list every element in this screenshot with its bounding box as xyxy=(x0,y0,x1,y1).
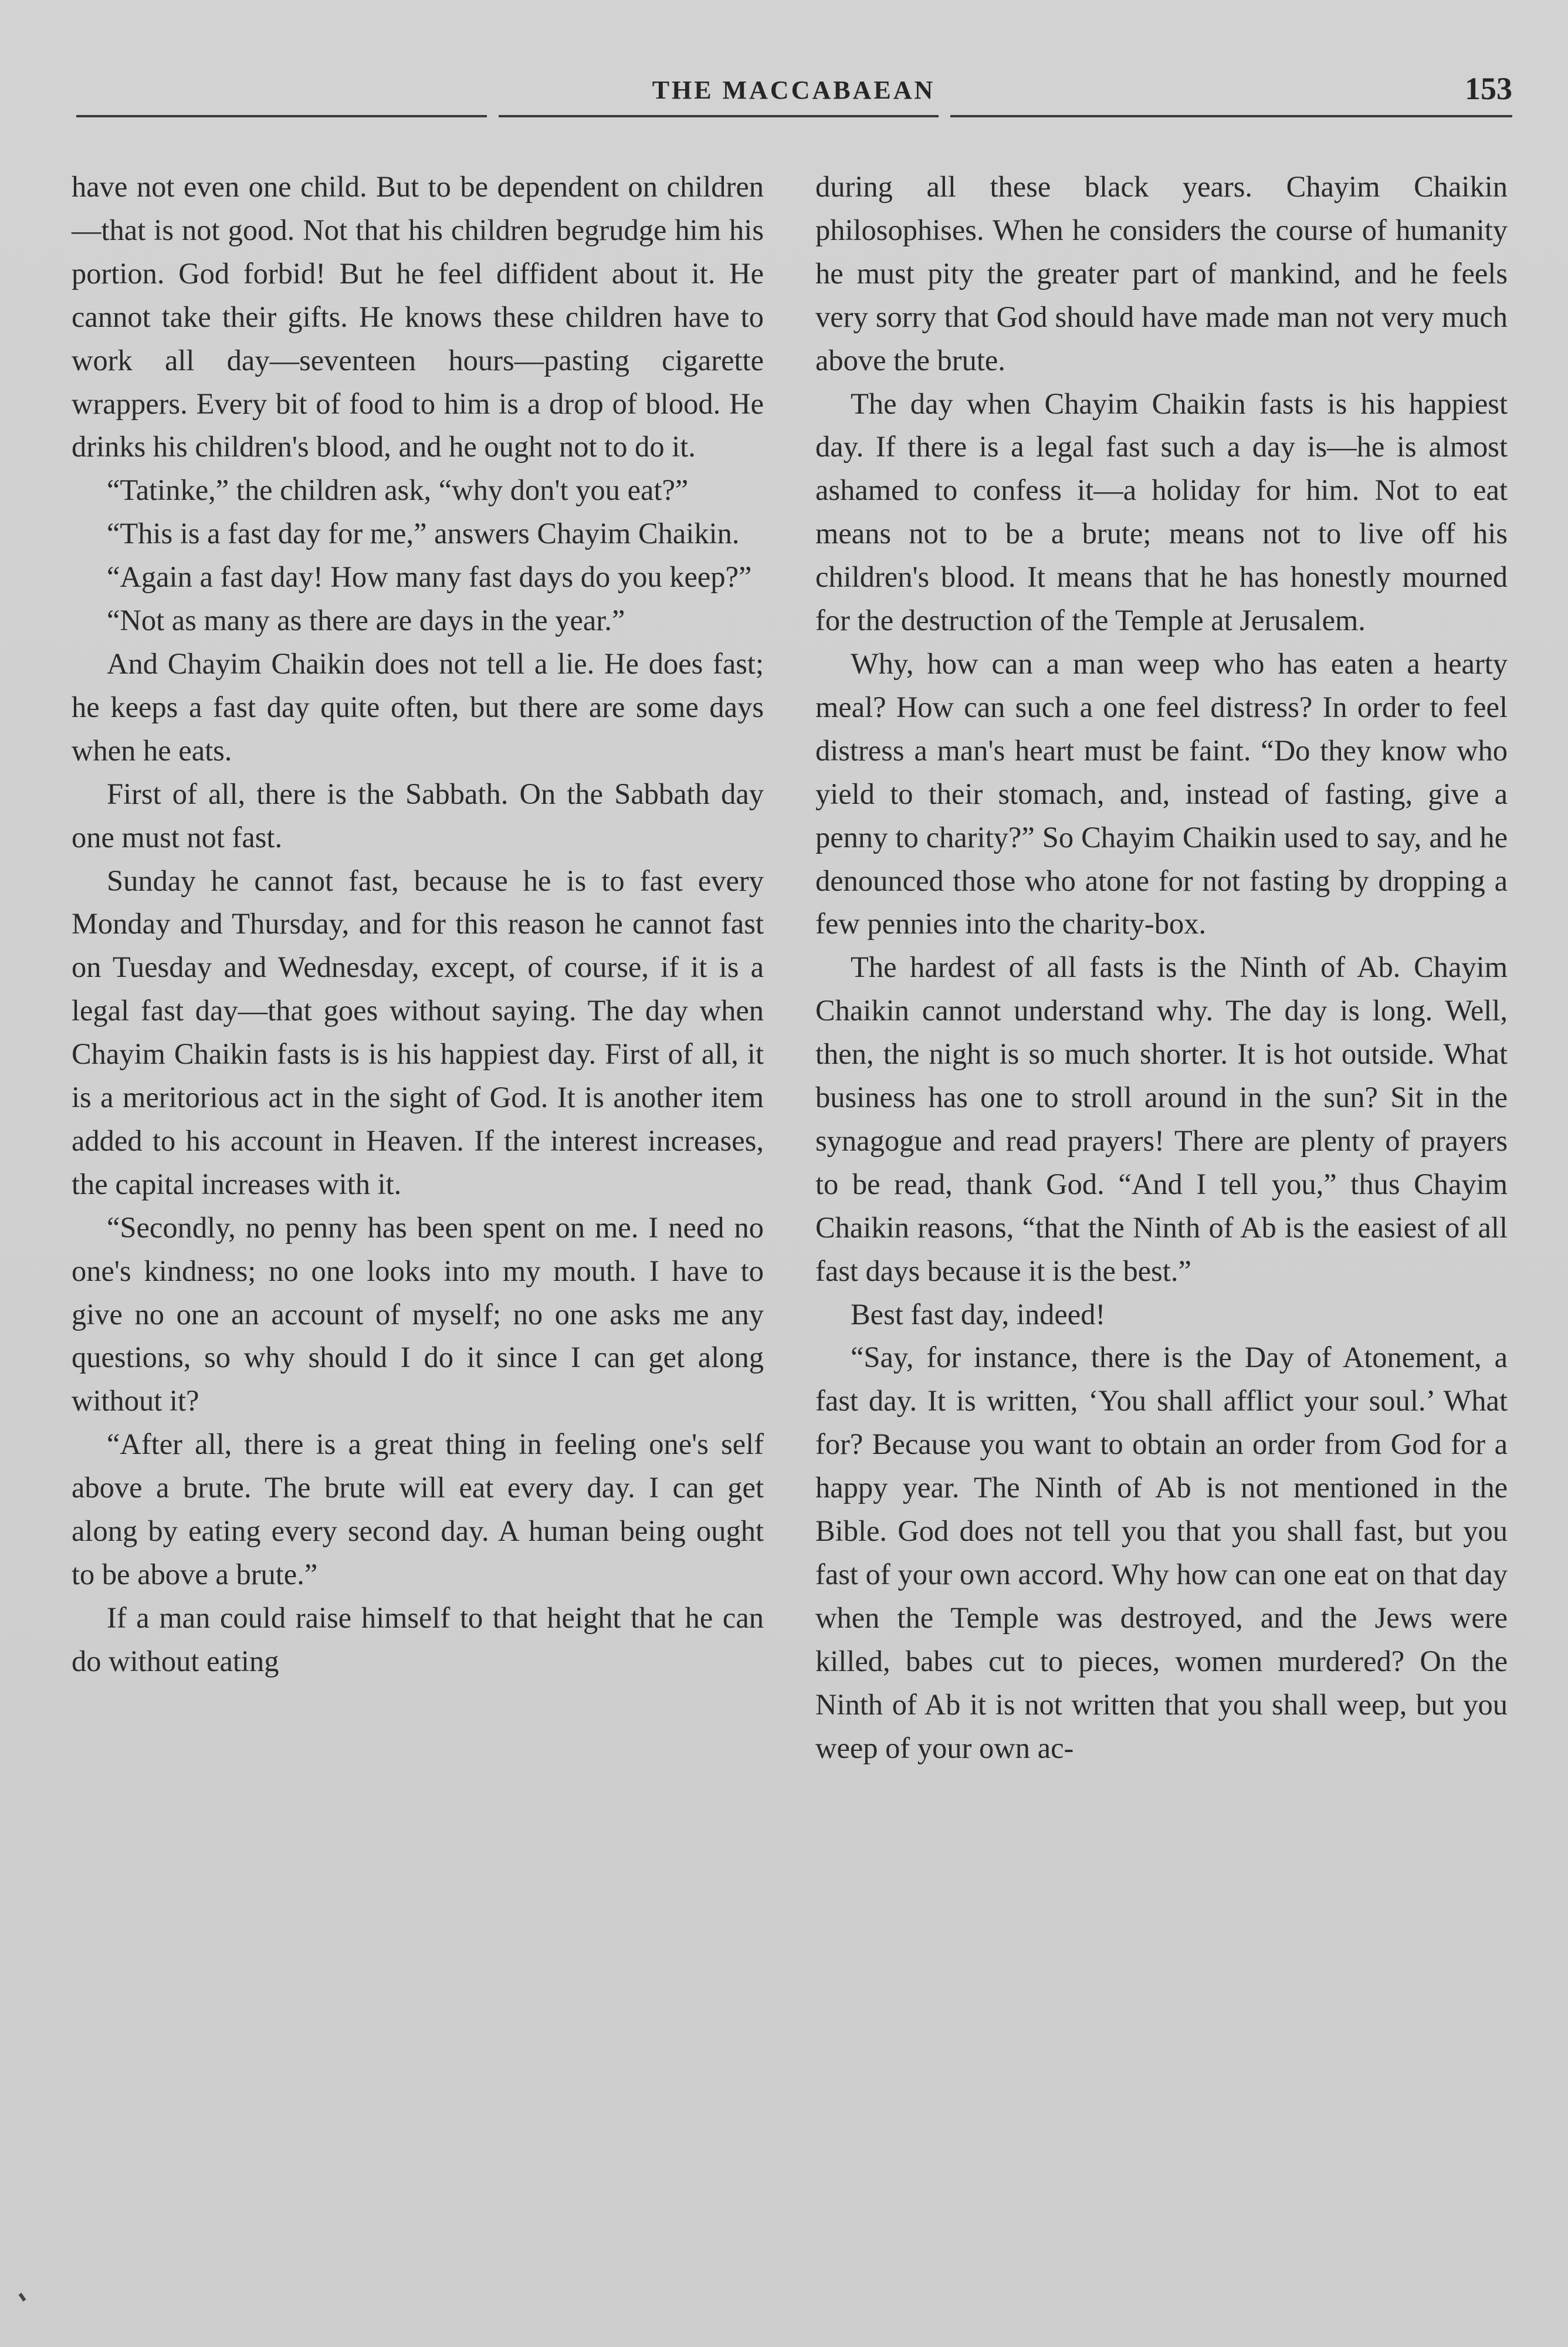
header-rule-left xyxy=(76,115,487,117)
paragraph: “After all, there is a great thing in feeling one's self above a brute. The brute will eat every day. I can get along by eating every second day. A human being ought to be above a brute.” xyxy=(72,1428,764,1591)
paragraph: Best fast day, indeed! xyxy=(851,1297,1106,1331)
paragraph: “This is a fast day for me,” answers Chayim Chaikin. xyxy=(107,517,740,550)
paragraph: have not even one child. But to be dependent on children—that is not good. Not that his children begrudge him his portion. God forbid! But he feel diffident about it. He cannot take their gifts. He knows these children have to work all day—seventeen hours—pasting cigarette wrappers. Every bit of food to him is a drop of blood. He drinks his children's blood, and he ought not to do it. xyxy=(72,170,764,464)
stray-mark xyxy=(19,2293,26,2302)
paragraph: If a man could raise himself to that height that he can do without eating xyxy=(72,1601,764,1678)
journal-title: THE MACCABAEAN xyxy=(652,76,936,104)
header-rule-middle xyxy=(499,115,939,117)
right-column xyxy=(815,165,1508,1770)
paragraph: The day when Chayim Chaikin fasts is his happiest day. If there is a legal fast such a day is—he is almost ashamed to confess it—a holiday for him. Not to eat means not to be a brute; means not to live off his children's blood. It means that he has honestly mourned for the destruction of the Temple at Jerusalem. xyxy=(815,387,1508,637)
paragraph: First of all, there is the Sabbath. On the Sabbath day one must not fast. xyxy=(72,777,764,854)
header-rule-right xyxy=(950,115,1512,117)
left-column xyxy=(72,165,764,1683)
paragraph: “Say, for instance, there is the Day of Atonement, a fast day. It is written, ‘You shall afflict your soul.’ What for? Because you want to obtain an order from God for a happy year. The Ninth of Ab is not mentioned in the Bible. God does not tell you that you shall fast, but you fast of your own accord. Why how can one eat on that day when the Temple was destroyed, and the Jews were killed, babes cut to pieces, women murdered? On the Ninth of Ab it is not written that you shall weep, but you weep of your own ac- xyxy=(815,1341,1508,1764)
paragraph: Why, how can a man weep who has eaten a hearty meal? How can such a one feel distress? In order to feel distress a man's heart must be faint. “Do they know who yield to their stomach, and, instead of fasting, give a penny to charity?” So Chayim Chaikin used to say, and he denounced those who atone for not fasting by dropping a few pennies into the charity-box. xyxy=(815,647,1508,941)
paragraph: And Chayim Chaikin does not tell a lie. He does fast; he keeps a fast day quite often, but there are some days when he eats. xyxy=(72,647,764,767)
paragraph: “Again a fast day! How many fast days do you keep?” xyxy=(107,560,752,594)
paragraph: The hardest of all fasts is the Ninth of Ab. Chayim Chaikin cannot understand why. The day is long. Well, then, the night is so much shorter. It is hot outside. What business has one to stroll around in the sun? Sit in the synagogue and read prayers! There are plenty of prayers to be read, thank God. “And I tell you,” thus Chayim Chaikin reasons, “that the Ninth of Ab is the easiest of all fast days because it is the best.” xyxy=(815,951,1508,1287)
paragraph: “Not as many as there are days in the year.” xyxy=(107,604,625,637)
paragraph: during all these black years. Chayim Chaikin philosophises. When he considers the course of humanity he must pity the greater part of mankind, and he feels very sorry that God should have made man not very much above the brute. xyxy=(815,170,1508,377)
paragraph: Sunday he cannot fast, because he is to fast every Monday and Thursday, and for this reason he cannot fast on Tuesday and Wednesday, except, of course, if it is a legal fast day—that goes without saying. The day when Chayim Chaikin fasts is is his happiest day. First of all, it is a meritorious act in the sight of God. It is another item added to his account in Heaven. If the interest increases, the capital increases with it. xyxy=(72,864,764,1200)
page-number: 153 xyxy=(1465,71,1512,106)
paragraph: “Tatinke,” the children ask, “why don't you eat?” xyxy=(107,474,689,507)
paragraph: “Secondly, no penny has been spent on me. I need no one's kindness; no one looks into my mouth. I have to give no one an account of myself; no one asks me any questions, so why should I do it since I can get along without it? xyxy=(72,1210,764,1418)
